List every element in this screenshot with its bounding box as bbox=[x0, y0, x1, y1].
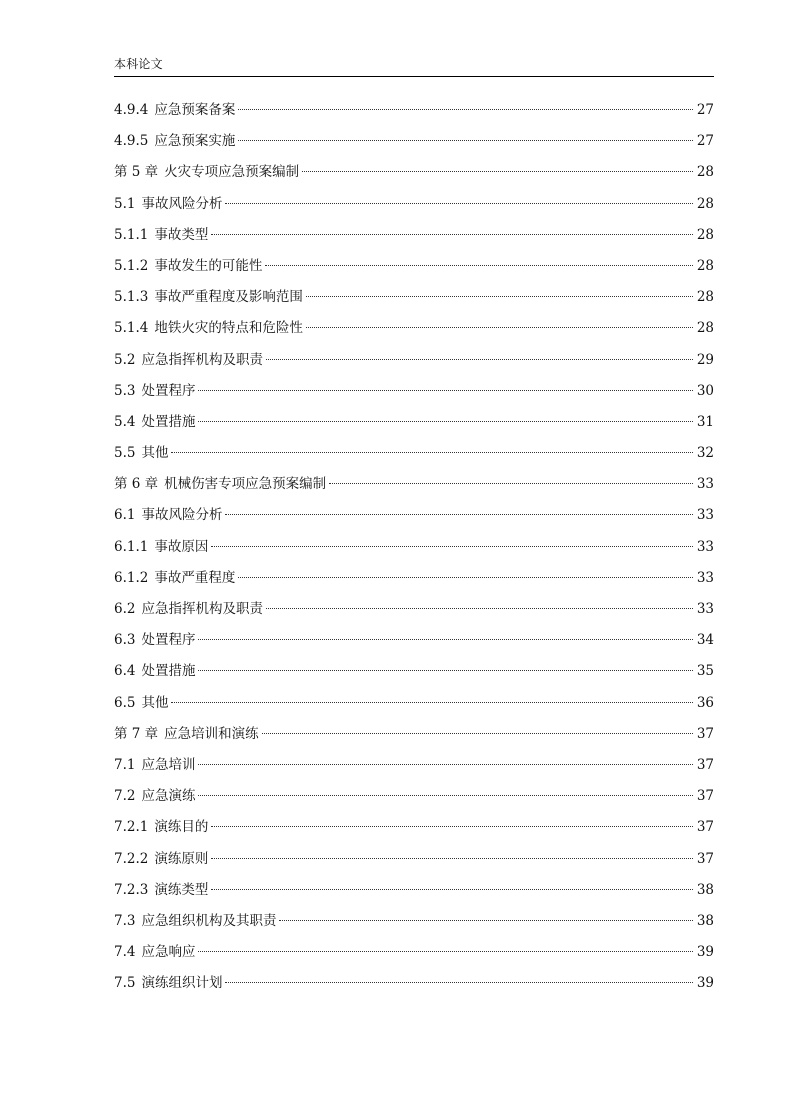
toc-entry-number: 4.9.5 bbox=[114, 133, 149, 150]
toc-entry-title: 事故原因 bbox=[154, 538, 209, 555]
toc-entry-title: 演练组织计划 bbox=[141, 975, 223, 992]
toc-entry-title: 应急指挥机构及职责 bbox=[141, 351, 263, 368]
toc-entry-page-number: 39 bbox=[696, 975, 714, 992]
toc-entry-page-number: 27 bbox=[696, 133, 714, 150]
dot-leader bbox=[238, 109, 693, 110]
dot-leader bbox=[198, 951, 693, 952]
toc-entry-page-number: 28 bbox=[696, 195, 714, 212]
toc-entry-number: 5.1 bbox=[114, 195, 136, 212]
toc-entry-number: 5.1.2 bbox=[114, 257, 149, 274]
toc-entry[interactable] bbox=[114, 724, 714, 755]
toc-entry-title: 事故类型 bbox=[154, 226, 209, 243]
dot-leader bbox=[211, 889, 693, 890]
toc-entry-number: 6.1 bbox=[114, 507, 136, 524]
toc-entry-number: 5.1.3 bbox=[114, 289, 149, 306]
toc-entry-page-number: 37 bbox=[696, 850, 714, 867]
toc-entry-number: 5.5 bbox=[114, 445, 136, 462]
toc-entry-title: 其他 bbox=[141, 445, 169, 462]
toc-entry-page-number: 28 bbox=[696, 320, 714, 337]
toc-entry-title: 地铁火灾的特点和危险性 bbox=[154, 320, 303, 337]
toc-entry-title: 演练目的 bbox=[154, 819, 209, 836]
toc-entry-page-number: 36 bbox=[696, 694, 714, 711]
toc-entry-number: 7.3 bbox=[114, 912, 136, 929]
toc-entry-number: 第 5 章 bbox=[114, 164, 159, 181]
dot-leader bbox=[211, 858, 693, 859]
toc-entry-number: 6.3 bbox=[114, 632, 136, 649]
dot-leader bbox=[265, 265, 693, 266]
toc-entry-page-number: 28 bbox=[696, 257, 714, 274]
toc-entry-number: 第 6 章 bbox=[114, 476, 159, 493]
toc-entry-title: 事故发生的可能性 bbox=[154, 257, 263, 274]
dot-leader bbox=[198, 421, 693, 422]
dot-leader bbox=[198, 670, 693, 671]
toc-entry-title: 处置措施 bbox=[141, 663, 196, 680]
toc-entry-page-number: 39 bbox=[696, 944, 714, 961]
dot-leader bbox=[238, 577, 693, 578]
toc-entry-page-number: 33 bbox=[696, 538, 714, 555]
toc-entry-number: 6.1.2 bbox=[114, 569, 149, 586]
toc-entry[interactable] bbox=[114, 599, 714, 630]
toc-entry-title: 应急培训和演练 bbox=[164, 725, 259, 742]
toc-entry-title: 处置程序 bbox=[141, 632, 196, 649]
dot-leader bbox=[306, 327, 693, 328]
toc-entry-number: 5.4 bbox=[114, 413, 136, 430]
toc-entry-title: 应急演练 bbox=[141, 788, 196, 805]
toc-entry-page-number: 31 bbox=[696, 413, 714, 430]
header-title: 本科论文 bbox=[114, 57, 163, 71]
toc-entry[interactable] bbox=[114, 505, 714, 536]
toc-entry[interactable] bbox=[114, 162, 714, 193]
toc-entry-page-number: 33 bbox=[696, 569, 714, 586]
toc-entry[interactable] bbox=[114, 131, 714, 162]
toc-entry-number: 4.9.4 bbox=[114, 102, 149, 118]
toc-entry-number: 6.4 bbox=[114, 663, 136, 680]
toc-entry-title: 应急组织机构及其职责 bbox=[141, 912, 277, 929]
dot-leader bbox=[262, 733, 693, 734]
toc-entry[interactable] bbox=[114, 942, 714, 973]
toc-entry-number: 7.2.3 bbox=[114, 881, 149, 898]
dot-leader bbox=[171, 452, 693, 453]
toc-entry[interactable] bbox=[114, 474, 714, 505]
dot-leader bbox=[302, 171, 693, 172]
toc-entry-page-number: 33 bbox=[696, 476, 714, 493]
toc-entry-title: 事故风险分析 bbox=[141, 507, 223, 524]
toc-entry-page-number: 38 bbox=[696, 912, 714, 929]
toc-entry[interactable] bbox=[114, 880, 714, 911]
dot-leader bbox=[211, 546, 693, 547]
toc-entry-page-number: 37 bbox=[696, 756, 714, 773]
toc-entry-number: 7.1 bbox=[114, 756, 136, 773]
toc-entry-title: 应急培训 bbox=[141, 756, 196, 773]
toc-entry-number: 7.2.1 bbox=[114, 819, 149, 836]
toc-entry-page-number: 32 bbox=[696, 445, 714, 462]
toc-entry[interactable] bbox=[114, 568, 714, 599]
toc-entry-page-number: 28 bbox=[696, 226, 714, 243]
toc-entry-page-number: 37 bbox=[696, 819, 714, 836]
toc-entry[interactable] bbox=[114, 287, 714, 318]
toc-entry-page-number: 34 bbox=[696, 632, 714, 649]
toc-entry-number: 7.2.2 bbox=[114, 850, 149, 867]
toc-entry[interactable] bbox=[114, 849, 714, 880]
toc-entry-page-number: 28 bbox=[696, 164, 714, 181]
toc-entry[interactable] bbox=[114, 381, 714, 412]
toc-entry-page-number: 38 bbox=[696, 881, 714, 898]
toc-entry-title: 处置措施 bbox=[141, 413, 196, 430]
dot-leader bbox=[171, 702, 693, 703]
toc-entry-number: 7.2 bbox=[114, 788, 136, 805]
toc-entry-page-number: 35 bbox=[696, 663, 714, 680]
toc-entry-number: 6.5 bbox=[114, 694, 136, 711]
toc-entry[interactable] bbox=[114, 537, 714, 568]
toc-entry-number: 5.3 bbox=[114, 382, 136, 399]
toc-entry[interactable] bbox=[114, 693, 714, 724]
toc-entry-title: 应急响应 bbox=[141, 944, 196, 961]
toc-entry[interactable] bbox=[114, 443, 714, 474]
toc-entry-page-number: 37 bbox=[696, 788, 714, 805]
page-header bbox=[114, 56, 714, 77]
toc-entry-title: 演练原则 bbox=[154, 850, 209, 867]
toc-entry-number: 6.2 bbox=[114, 601, 136, 617]
toc-entry[interactable] bbox=[114, 755, 714, 786]
dot-leader bbox=[266, 608, 693, 609]
dot-leader bbox=[266, 359, 693, 360]
toc-entry[interactable] bbox=[114, 225, 714, 256]
toc-entry[interactable] bbox=[114, 817, 714, 848]
toc-entry[interactable] bbox=[114, 630, 714, 661]
toc-entry[interactable] bbox=[114, 100, 714, 131]
toc-entry-number: 5.1.4 bbox=[114, 320, 149, 337]
toc-entry[interactable] bbox=[114, 350, 714, 381]
dot-leader bbox=[225, 203, 693, 204]
toc-entry-number: 7.4 bbox=[114, 944, 136, 961]
dot-leader bbox=[306, 296, 693, 297]
dot-leader bbox=[225, 982, 693, 983]
toc-entry-page-number: 33 bbox=[696, 601, 714, 617]
toc-entry[interactable] bbox=[114, 256, 714, 287]
toc-entry-title: 事故严重程度及影响范围 bbox=[154, 289, 303, 306]
dot-leader bbox=[211, 234, 693, 235]
toc-entry-page-number: 29 bbox=[696, 351, 714, 368]
toc-entry-title: 事故严重程度 bbox=[154, 569, 236, 586]
dot-leader bbox=[211, 826, 693, 827]
toc-entry-title: 应急预案实施 bbox=[154, 133, 236, 150]
toc-entry-title: 火灾专项应急预案编制 bbox=[164, 164, 300, 181]
dot-leader bbox=[198, 795, 693, 796]
toc-entry[interactable] bbox=[114, 786, 714, 817]
toc-entry[interactable] bbox=[114, 973, 714, 1004]
toc-entry-title: 应急预案备案 bbox=[154, 102, 236, 118]
toc-entry-page-number: 28 bbox=[696, 289, 714, 306]
toc-entry-number: 5.1.1 bbox=[114, 226, 149, 243]
toc-entry-number: 7.5 bbox=[114, 975, 136, 992]
dot-leader bbox=[279, 920, 693, 921]
toc-entry[interactable] bbox=[114, 194, 714, 225]
dot-leader bbox=[198, 639, 693, 640]
dot-leader bbox=[225, 514, 693, 515]
dot-leader bbox=[198, 764, 693, 765]
toc-entry-title: 其他 bbox=[141, 694, 169, 711]
toc-entry-title: 事故风险分析 bbox=[141, 195, 223, 212]
dot-leader bbox=[329, 483, 693, 484]
toc-entry[interactable] bbox=[114, 661, 714, 692]
toc-entry-page-number: 27 bbox=[696, 102, 714, 118]
toc-entry-page-number: 37 bbox=[696, 725, 714, 742]
dot-leader bbox=[238, 140, 693, 141]
toc-entry-title: 机械伤害专项应急预案编制 bbox=[164, 476, 327, 493]
table-of-contents bbox=[114, 100, 714, 1004]
toc-entry[interactable] bbox=[114, 911, 714, 942]
toc-entry-title: 处置程序 bbox=[141, 382, 196, 399]
toc-entry[interactable] bbox=[114, 318, 714, 349]
toc-entry-number: 6.1.1 bbox=[114, 538, 149, 555]
toc-entry-title: 演练类型 bbox=[154, 881, 209, 898]
toc-entry-title: 应急指挥机构及职责 bbox=[141, 601, 263, 617]
toc-entry-page-number: 33 bbox=[696, 507, 714, 524]
toc-entry-number: 5.2 bbox=[114, 351, 136, 368]
toc-entry-number: 第 7 章 bbox=[114, 725, 159, 742]
toc-entry-page-number: 30 bbox=[696, 382, 714, 399]
dot-leader bbox=[198, 390, 693, 391]
toc-entry[interactable] bbox=[114, 412, 714, 443]
